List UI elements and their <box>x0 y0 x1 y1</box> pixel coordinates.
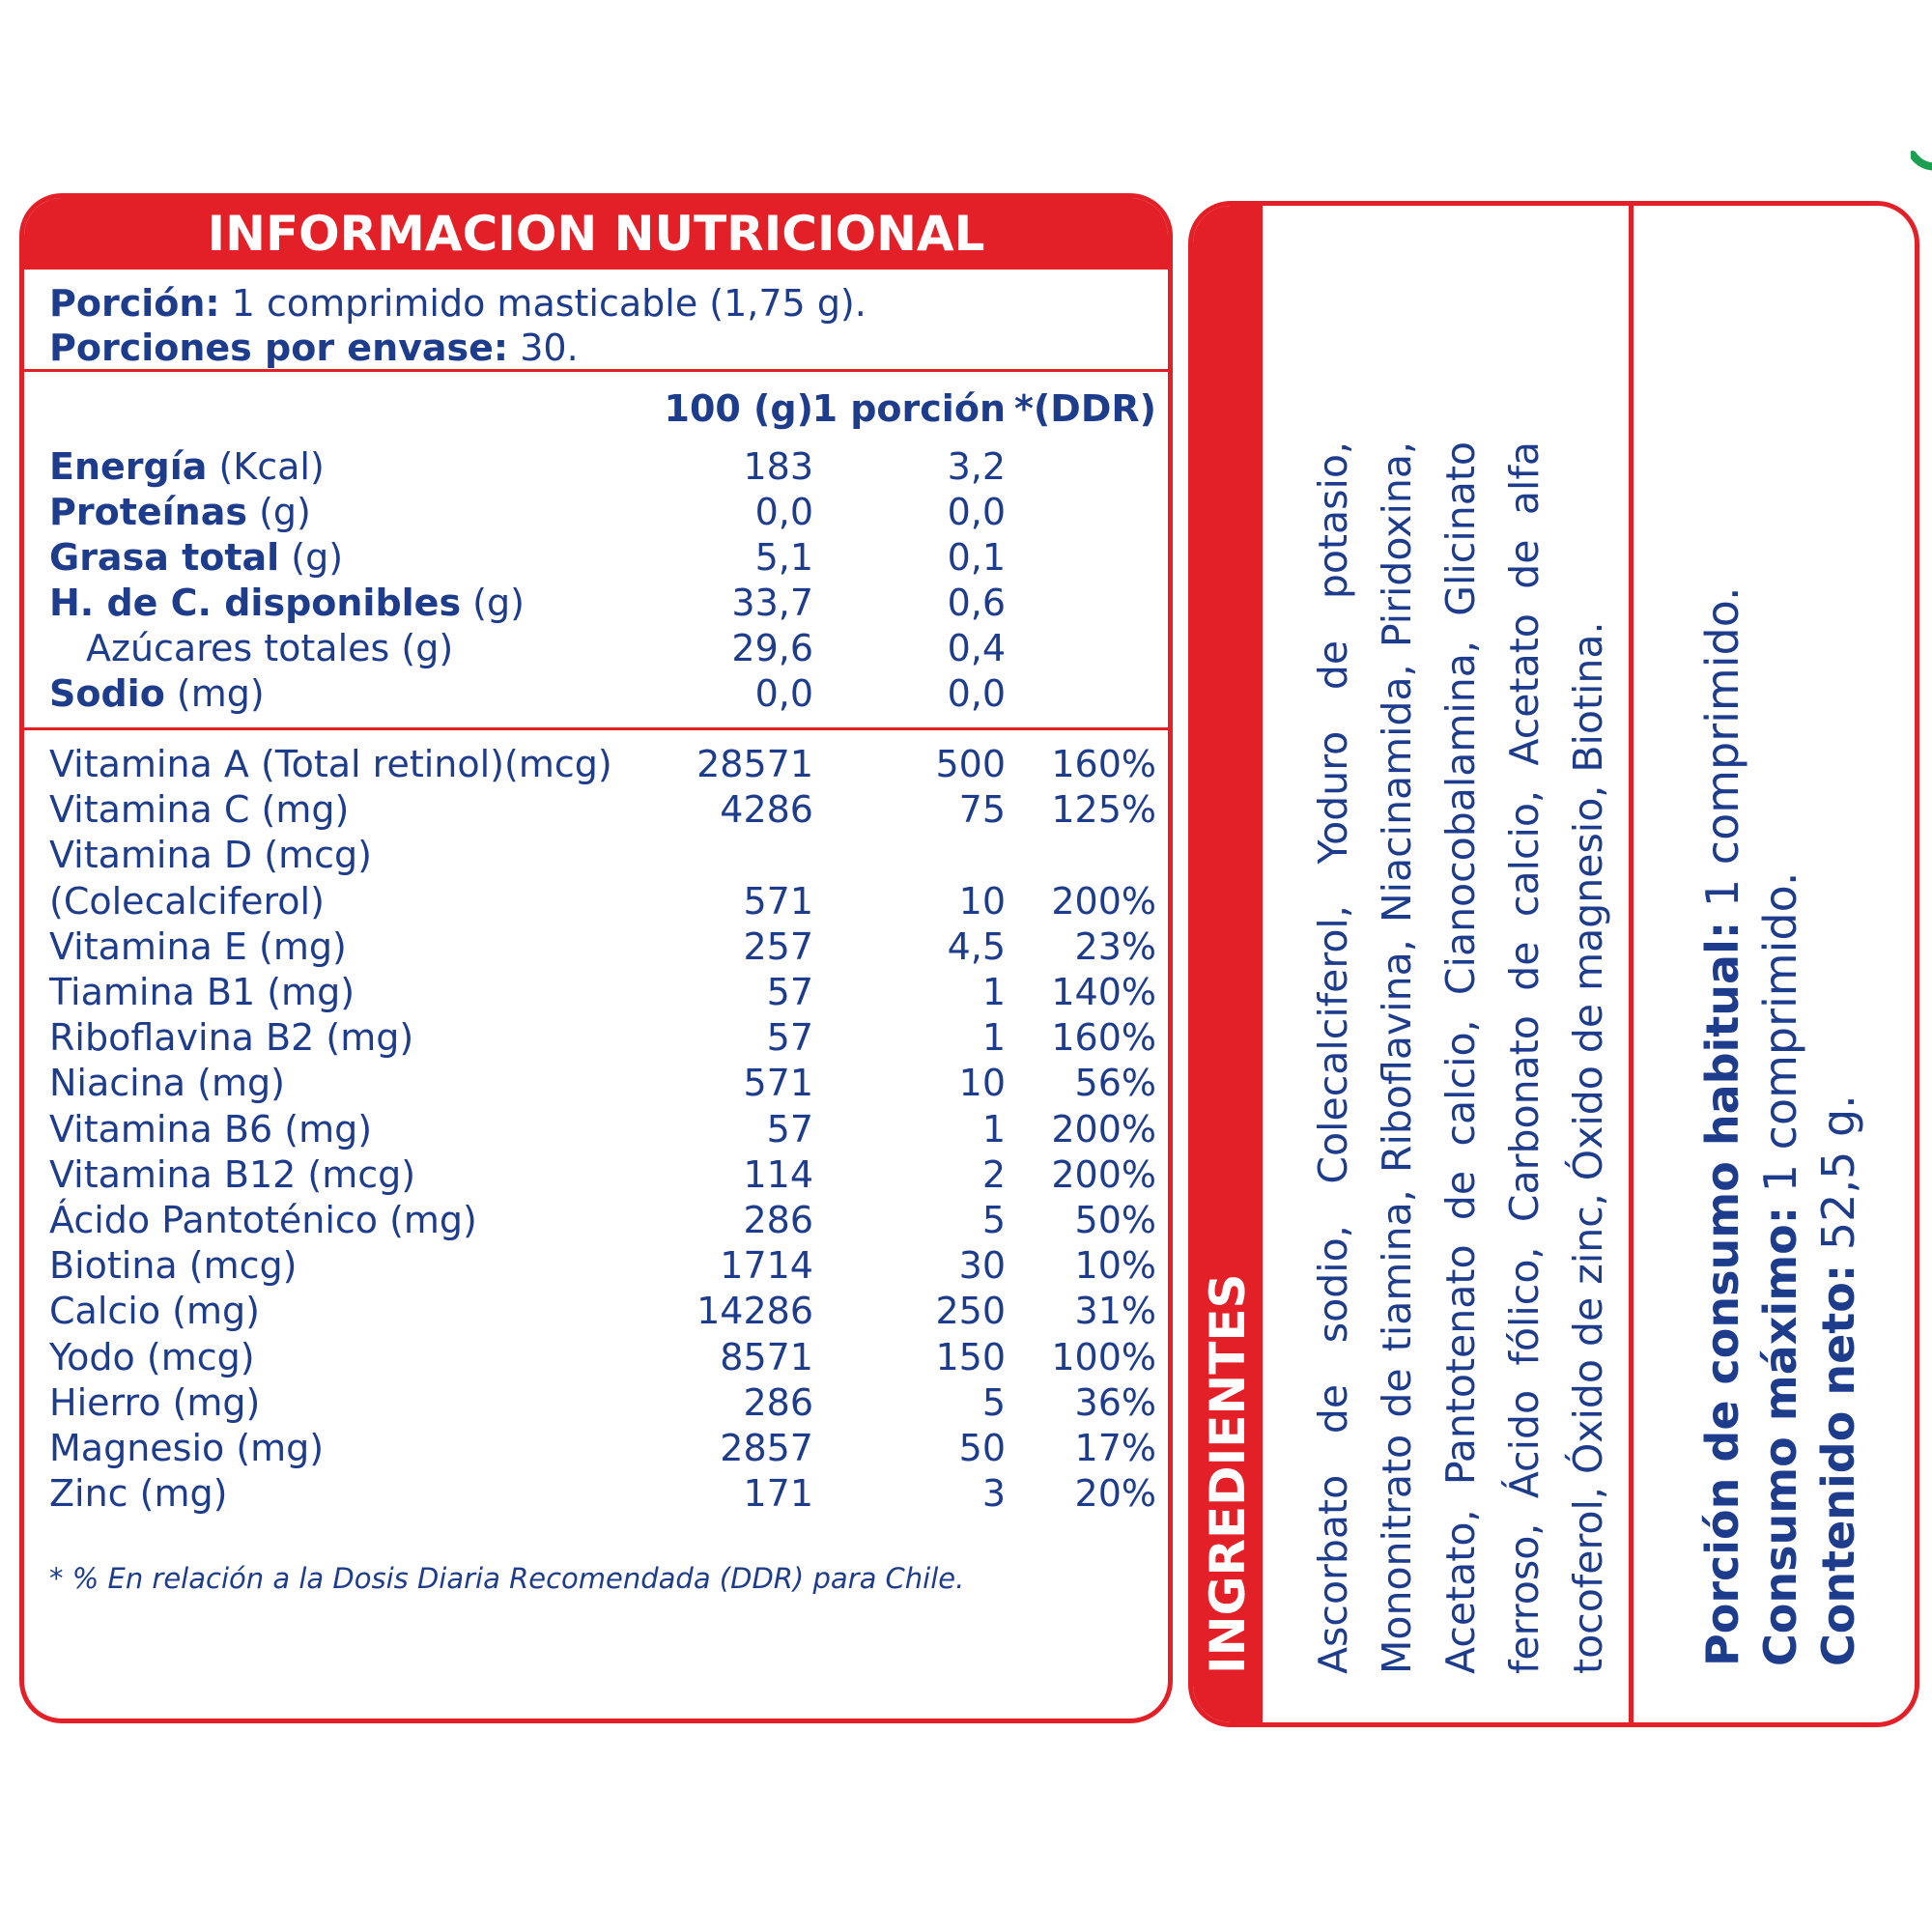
col-header-100g: 100 (g) <box>664 387 813 430</box>
portion-info <box>24 270 1168 372</box>
macro-per100: 5,1 <box>754 536 813 579</box>
portion-value: 1 comprimido masticable (1,75 g). <box>219 282 867 325</box>
macro-portion: 3,2 <box>947 445 1006 488</box>
macro-label <box>86 627 453 669</box>
macro-label <box>49 445 325 488</box>
vitamin-per100: 8571 <box>720 1335 813 1378</box>
macro-portion: 0,1 <box>947 536 1006 579</box>
vitamin-portion: 4,5 <box>947 924 1006 968</box>
vitamin-ddr: 17% <box>1074 1427 1156 1469</box>
vitamin-per100: 571 <box>743 879 813 923</box>
ingredients-panel <box>1188 201 1919 1727</box>
macro-label <box>49 536 343 579</box>
vitamin-name: Niacina (mg) <box>49 1062 285 1105</box>
vitamin-name: Tiamina B1 (mg) <box>49 971 355 1013</box>
vitamin-name: Vitamina A (Total retinol)(mcg) <box>49 743 612 785</box>
vitamin-portion: 10 <box>958 1062 1006 1105</box>
vitamin-per100: 571 <box>743 1062 813 1105</box>
vitamin-ddr: 125% <box>1051 788 1156 832</box>
vitamin-name: Vitamina C (mg) <box>49 788 350 832</box>
servings-label: Porciones por envase: <box>49 327 509 369</box>
macro-portion: 0,0 <box>947 491 1006 533</box>
nutrition-title: INFORMACION NUTRICIONAL <box>24 198 1168 270</box>
vitamin-name: Riboflavina B2 (mg) <box>49 1016 414 1060</box>
vitamin-per100: 286 <box>743 1380 813 1424</box>
macro-portion: 0,0 <box>947 672 1006 715</box>
vitamin-per100: 57 <box>766 971 813 1013</box>
vitamin-ddr: 31% <box>1074 1290 1156 1333</box>
vitamin-per100: 57 <box>766 1107 813 1151</box>
vitamin-per100: 4286 <box>720 788 813 832</box>
vitamin-name: Ácido Pantoténico (mg) <box>49 1199 477 1241</box>
col-header-ddr: *(DDR) <box>1014 387 1156 430</box>
macro-label <box>49 491 311 533</box>
vitamin-name: Magnesio (mg) <box>49 1427 325 1469</box>
vitamin-portion: 3 <box>981 1472 1006 1516</box>
vitamin-ddr: 36% <box>1074 1380 1156 1424</box>
vitamin-ddr: 56% <box>1074 1062 1156 1105</box>
vitamin-ddr: 23% <box>1074 924 1156 968</box>
macro-unit: (g) <box>279 536 344 579</box>
vitamin-name: (Colecalciferol) <box>49 879 325 923</box>
macro-per100: 33,7 <box>731 582 813 624</box>
vitamin-name: Calcio (mg) <box>49 1290 260 1333</box>
vitamin-per100: 171 <box>743 1472 813 1516</box>
vitamin-portion: 500 <box>935 743 1006 785</box>
macro-name: Sodio <box>49 672 165 715</box>
vitamin-ddr: 200% <box>1051 879 1156 923</box>
vitamin-name: Vitamina B12 (mcg) <box>49 1152 416 1196</box>
net-line <box>1809 586 1867 1666</box>
macro-name: H. de C. disponibles <box>49 582 462 624</box>
vitamin-ddr: 20% <box>1074 1472 1156 1516</box>
habitual-line <box>1693 586 1751 1666</box>
macro-per100: 183 <box>743 445 813 488</box>
col-header-portion: 1 porción <box>811 387 1006 430</box>
macro-per100: 0,0 <box>754 672 813 715</box>
vitamin-portion: 10 <box>958 879 1006 923</box>
vitamin-per100: 14286 <box>696 1290 813 1333</box>
vitamin-portion: 150 <box>935 1335 1006 1378</box>
vitamin-name: Yodo (mcg) <box>49 1335 255 1378</box>
macro-unit: (g) <box>246 491 311 533</box>
max-value: 1 comprimido. <box>1754 871 1806 1207</box>
servings-value: 30. <box>508 327 579 369</box>
vitamin-name: Vitamina E (mg) <box>49 924 347 968</box>
macro-per100: 29,6 <box>731 627 813 669</box>
macro-unit: (g) <box>461 582 525 624</box>
vitamin-name: Biotina (mcg) <box>49 1244 298 1288</box>
vitamin-portion: 2 <box>981 1152 1006 1196</box>
vitamin-per100: 2857 <box>720 1427 813 1469</box>
servings-line <box>49 326 1168 370</box>
vitamin-portion: 1 <box>981 1016 1006 1060</box>
net-value: 52,5 g. <box>1812 1094 1864 1264</box>
vitamin-per100: 1714 <box>720 1244 813 1288</box>
consumption-info <box>1693 586 1867 1666</box>
macro-name: Proteínas <box>49 491 247 533</box>
vitamin-portion: 5 <box>981 1199 1006 1241</box>
vitamin-per100: 28571 <box>696 743 813 785</box>
vitamin-ddr: 10% <box>1074 1244 1156 1288</box>
macro-portion: 0,6 <box>947 582 1006 624</box>
vitamin-portion: 250 <box>935 1290 1006 1333</box>
vitamin-ddr: 160% <box>1051 1016 1156 1060</box>
swoosh-decoration <box>1911 143 1932 182</box>
vitamin-portion: 75 <box>958 788 1006 832</box>
vitamin-ddr: 160% <box>1051 743 1156 785</box>
macro-name: Grasa total <box>49 536 280 579</box>
macro-portion: 0,4 <box>947 627 1006 669</box>
vitamin-per100: 57 <box>766 1016 813 1060</box>
vitamin-name: Vitamina D (mcg) <box>49 834 372 877</box>
macro-label <box>49 672 265 715</box>
macro-unit: (mg) <box>164 672 265 715</box>
ingredients-text: Ascorbato de sodio, Colecalciferol, Yoduro de potasio, Mononitrato de tiamina, Riboflavina, Niacinamida, Piridoxina, Acetato, Pantotenato de calcio, Cianocobalamina, Glicinato ferroso, Ácido fólico, Carbonato de calcio, Acetato de alfa tocoferol, Óxido de zinc, Óxido de magnesio, Biotina. <box>1310 441 1611 1674</box>
vitamin-portion: 1 <box>981 971 1006 1013</box>
vitamin-ddr: 50% <box>1074 1199 1156 1241</box>
vitamin-name: Hierro (mg) <box>49 1380 261 1424</box>
macro-per100: 0,0 <box>754 491 813 533</box>
habitual-value: 1 comprimido. <box>1696 586 1748 922</box>
panel-divider <box>1629 206 1634 1722</box>
ingredients-title: INGREDIENTES <box>1200 1273 1256 1674</box>
max-label: Consumo máximo: <box>1754 1206 1806 1666</box>
vitamin-per100: 257 <box>743 924 813 968</box>
macro-unit: Azúcares totales (g) <box>86 627 454 669</box>
portion-line <box>49 281 1168 326</box>
habitual-label: Porción de consumo habitual: <box>1696 921 1748 1666</box>
vitamin-portion: 50 <box>958 1427 1006 1469</box>
vitamin-portion: 30 <box>958 1244 1006 1288</box>
vitamin-ddr: 140% <box>1051 971 1156 1013</box>
section-divider <box>24 727 1168 730</box>
vitamin-per100: 286 <box>743 1199 813 1241</box>
vitamin-per100: 114 <box>743 1152 813 1196</box>
net-label: Contenido neto: <box>1812 1264 1864 1666</box>
vitamin-portion: 1 <box>981 1107 1006 1151</box>
vitamin-ddr: 200% <box>1051 1152 1156 1196</box>
footnote: * % En relación a la Dosis Diaria Recomendada (DDR) para Chile. <box>49 1562 965 1595</box>
ingredients-title-wrap <box>1200 1273 1276 1674</box>
vitamin-ddr: 200% <box>1051 1107 1156 1151</box>
macro-label <box>49 582 525 624</box>
macro-unit: (Kcal) <box>207 445 325 488</box>
max-line <box>1751 586 1809 1666</box>
vitamin-ddr: 100% <box>1051 1335 1156 1378</box>
vitamin-portion: 5 <box>981 1380 1006 1424</box>
nutrition-facts-panel <box>19 193 1173 1723</box>
macro-name: Energía <box>49 445 208 488</box>
vitamin-name: Vitamina B6 (mg) <box>49 1107 373 1151</box>
portion-label: Porción: <box>49 282 220 325</box>
vitamin-name: Zinc (mg) <box>49 1472 228 1516</box>
